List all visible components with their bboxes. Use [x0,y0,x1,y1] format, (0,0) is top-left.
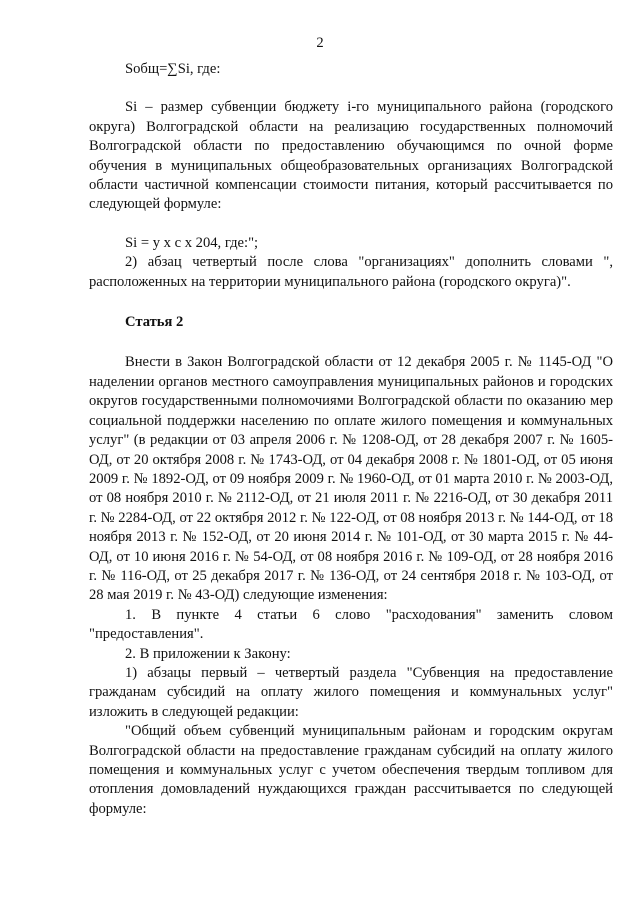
paragraph-amendment-2: 2) абзац четвертый после слова "организациях" дополнить словами ", расположенных на территории муниципального района (городского округа)". [89,254,613,290]
paragraph-item-1: 1. В пункте 4 статьи 6 слово "расходования" заменить словом "предоставления". [89,606,613,643]
formula-total: Sобщ=∑Si, где: [125,61,221,77]
paragraph-subitem-1: 1) абзацы первый – четвертый раздела "Субвенция на предоставление гражданам субсидий на оплату жилого помещения и коммунальных услуг" изложить в следующей редакции: [89,664,613,720]
document-body [89,60,613,819]
paragraph-quoted-text: "Общий объем субвенций муниципальным районам и городским округам Волгоградской области на предоставление гражданам субсидий на оплату жилого помещения и коммунальных услуг с учетом обеспечения твердым топливом для отопления домовладений нуждающихся граждан рассчитывается по следующей формуле: [89,723,613,817]
article-heading: Статья 2 [125,314,184,331]
paragraph-law-amendments: Внести в Закон Волгоградской области от 12 декабря 2005 г. № 1145-ОД "О наделении органов местного самоуправления муниципальных районов и городских округов государственными полномочиями Волгоградской области по оказанию мер социальной поддержки населению по оплате жилого помещения и коммунальных услуг" (в редакции от 03 апреля 2006 г. № 1208-ОД, от 28 декабря 2007 г. № 1605-ОД, от 20 октября 2008 г. № 1743-ОД, от 04 декабря 2008 г. № 1801-ОД, от 05 июня 2009 г. № 1892-ОД, от 09 ноября 2009 г. № 1960-ОД, от 01 марта 2010 г. № 2003-ОД, от 08 ноября 2010 г. № 2112-ОД, от 21 июля 2011 г. № 2216-ОД, от 30 декабря 2011 г. № 2284-ОД, от 22 октября 2012 г. № 122-ОД, от 08 ноября 2013 г. № 144-ОД, от 18 ноября 2013 г. № 152-ОД, от 20 июня 2014 г. № 101-ОД, от 30 марта 2015 г. № 44-ОД, от 10 июня 2016 г. № 54-ОД, от 08 ноября 2016 г. № 109-ОД, от 28 ноября 2016 г. № 116-ОД, от 25 декабря 2017 г. № 136-ОД, от 24 сентября 2018 г. № 103-ОД, от 28 мая 2019 г. № 43-ОД) следующие изменения: [89,354,613,604]
paragraph-si-definition: Si – размер субвенции бюджету i-го муниципального района (городского округа) Волгоградской области на реализацию государственных полномочий Волгоградской области по предоставлению обучающимся по очной форме обучения в муниципальных общеобразовательных организациях Волгоградской области частичной компенсации стоимости питания, который рассчитывается по следующей формуле: [89,99,613,213]
formula-si: Si = у х с х 204, где:"; [125,234,259,251]
paragraph-item-2: 2. В приложении к Закону: [125,645,291,662]
page-number: 2 [316,35,324,51]
